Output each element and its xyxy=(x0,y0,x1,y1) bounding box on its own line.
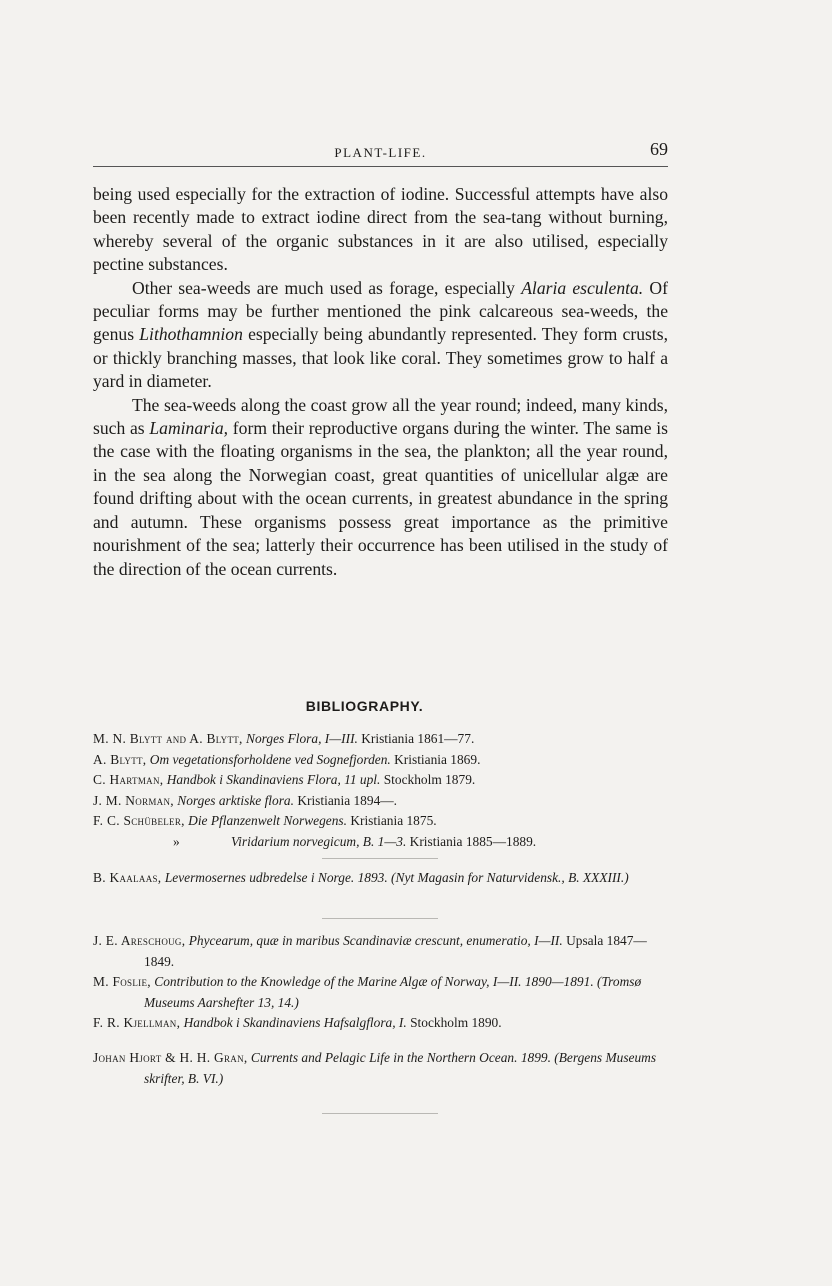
genus-name: Lithothamnion xyxy=(139,324,243,345)
bibliography-entry: F. R. Kjellman, Handbok i Skandinaviens Hafsalgflora, I. Stockholm 1890. xyxy=(93,1015,502,1031)
running-head xyxy=(93,138,668,167)
species-name: Alaria esculenta. xyxy=(521,277,644,298)
running-title: PLANT-LIFE. xyxy=(334,145,427,160)
bibliography-entry: A. Blytt, Om vegetationsforholdene ved Sognefjorden. Kristiania 1869. xyxy=(93,751,481,767)
paragraph xyxy=(93,394,668,581)
bibliography-entry: M. N. Blytt and A. Blytt, Norges Flora, I—III. Kristiania 1861—77. xyxy=(93,731,475,746)
divider xyxy=(322,1113,438,1114)
bibliography-entry: C. Hartman, Handbok i Skandinaviens Flora, 11 upl. Stockholm 1879. xyxy=(93,772,476,788)
bibliography-entry: J. E. Areschoug, Phycearum, quæ in maribus Scandinaviæ crescunt, enumeratio, I—II. Upsala 1847—1849. xyxy=(93,933,647,969)
bibliography-group xyxy=(93,931,668,1034)
page-number: 69 xyxy=(650,139,668,159)
divider xyxy=(322,858,438,859)
paragraph xyxy=(93,183,668,277)
bibliography-group xyxy=(93,868,668,889)
bibliography-entry: M. Foslie, Contribution to the Knowledge of the Marine Algæ of Norway, I—II. 1890—1891. (Tromsø Museums Aarshefter 13, 14.) xyxy=(93,974,642,1010)
paragraph-text: The sea-weeds along the coast grow all the year round; indeed, many kinds, such as xyxy=(93,394,668,439)
bibliography-entry: » Viridarium norvegicum, B. 1—3. Kristiania 1885—1889. xyxy=(93,832,668,853)
bibliography-entry: F. C. Schübeler, Die Pflanzenwelt Norwegens. Kristiania 1875. xyxy=(93,813,437,829)
divider xyxy=(322,918,438,919)
paragraph-text: being used especially for the extraction of iodine. Successful attempts have also been recently made to extract iodine direct from the sea-tang without burning, whereby several of the organic substances in it are also utilised, especially pectine substances. xyxy=(93,184,668,275)
bibliography-entry: B. Kaalaas, Levermosernes udbredelse i Norge. 1893. (Nyt Magasin for Naturvidensk., B. XXXIII.) xyxy=(93,870,629,885)
body-text xyxy=(93,183,668,581)
ditto-mark: » xyxy=(173,833,180,849)
bibliography-entry: Johan Hjort & H. H. Gran, Currents and Pelagic Life in the Northern Ocean. 1899. (Bergens Museums skrifter, B. VI.) xyxy=(93,1050,657,1086)
paragraph-text: Of peculiar forms may be further mentioned the pink calcareous sea-weeds, the genus xyxy=(93,277,668,345)
paragraph-text: Other sea-weeds are much used as forage, especially xyxy=(132,277,522,298)
bibliography-group xyxy=(93,1048,668,1089)
bibliography-entry: J. M. Norman, Norges arktiske flora. Kristiania 1894—. xyxy=(93,792,397,808)
paragraph xyxy=(93,277,668,394)
genus-name: Laminaria, xyxy=(149,418,229,439)
paragraph-text: form their reproductive organs during the winter. The same is the case with the floating organisms in the sea, the plankton; all the year round, in the sea along the Norwegian coast, great quantities of unicellular algæ are found drifting about with the ocean currents, in greatest abundance in the spring and autumn. These organisms possess great importance as the primitive nourishment of the sea; latterly their occurrence has been utilised in the study of the direction of the ocean currents. xyxy=(93,418,669,579)
paragraph-text: especially being abundantly represented. They form crusts, or thickly branching masses, that look like coral. They sometimes grow to half a yard in diameter. xyxy=(93,324,668,392)
bibliography-group xyxy=(93,729,668,853)
bibliography-heading: BIBLIOGRAPHY. xyxy=(305,698,424,714)
